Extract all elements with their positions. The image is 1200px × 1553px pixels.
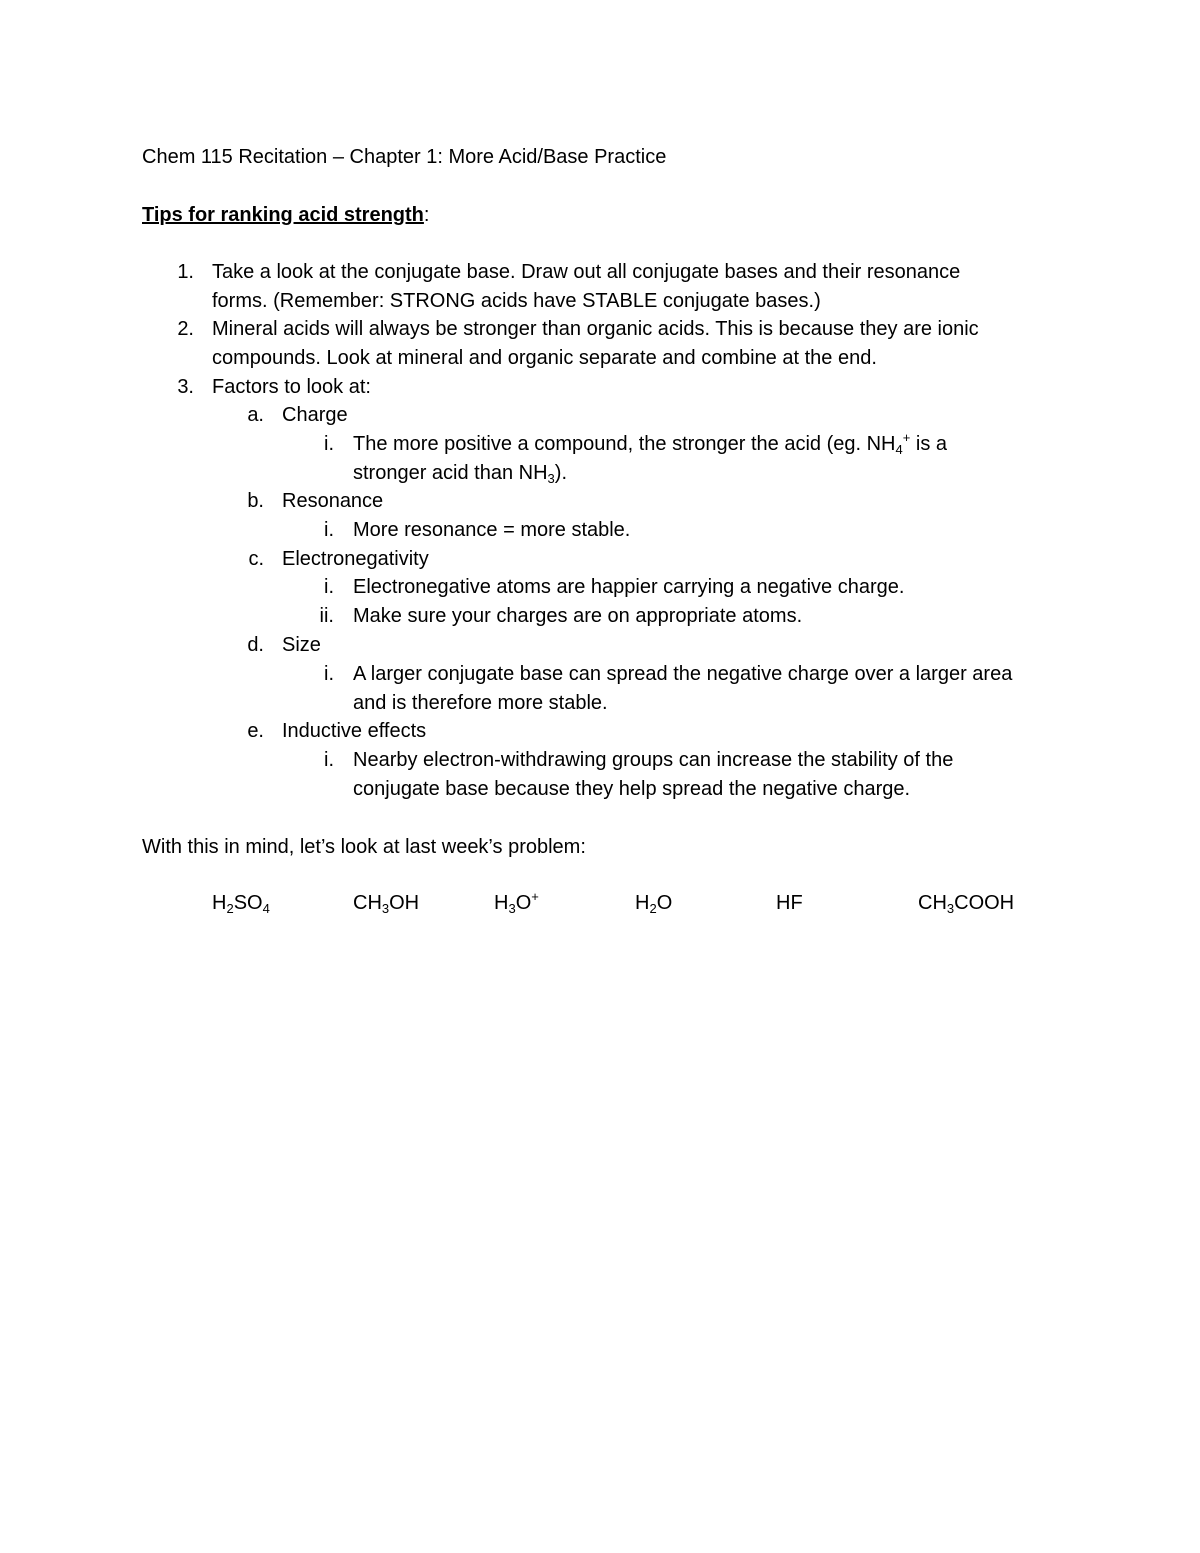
formula-text: O (515, 892, 532, 914)
factor-e-marker: e. (247, 720, 264, 742)
subscript: 4 (262, 901, 270, 916)
factor-d-marker: d. (247, 634, 264, 656)
item-3-line-1: Factors to look at: (212, 376, 371, 398)
factor-d-point-1-line-2: and is therefore more stable. (353, 692, 608, 714)
factor-e-point-1-line-2: conjugate base because they help spread the negative charge. (353, 778, 911, 800)
tips-heading-text: Tips for ranking acid strength (142, 204, 424, 226)
item-3-marker: 3. (177, 376, 194, 398)
factor-e-label: Inductive effects (282, 720, 427, 742)
tips-heading (142, 201, 429, 229)
text-run: stronger acid than NH (353, 462, 548, 484)
factor-c-point-2-marker: ii. (319, 605, 334, 627)
factor-b-marker: b. (247, 490, 264, 512)
factor-d-point-1-line-1: A larger conjugate base can spread the negative charge over a larger area (353, 663, 1013, 685)
subscript: 3 (946, 901, 955, 916)
subscript: 2 (649, 901, 657, 916)
factor-a-point-1-line-2 (353, 459, 567, 487)
superscript: + (531, 889, 539, 904)
item-1-line-1: Take a look at the conjugate base. Draw out all conjugate bases and their resonance (212, 261, 961, 283)
subscript: 2 (226, 901, 234, 916)
factor-e-point-1-line-1: Nearby electron-withdrawing groups can increase the stability of the (353, 749, 954, 771)
item-2-marker: 2. (177, 318, 194, 340)
item-1-line-2: forms. (Remember: STRONG acids have STABLE conjugate bases.) (212, 290, 821, 312)
factor-c-marker: c. (248, 548, 264, 570)
formula-text: H (212, 892, 227, 914)
factor-c-point-1-marker: i. (324, 576, 334, 598)
compound-2 (353, 889, 419, 917)
subscript: 3 (547, 471, 555, 486)
factor-a-point-1-line-1 (353, 430, 947, 458)
compound-3 (494, 889, 539, 917)
compound-6 (918, 889, 1014, 917)
factor-d-label: Size (282, 634, 321, 656)
factor-c-point-2-line-1: Make sure your charges are on appropriate atoms. (353, 605, 803, 627)
formula-text: H (635, 892, 650, 914)
intro-text: With this in mind, let’s look at last week’s problem: (142, 836, 586, 858)
document-title: Chem 115 Recitation – Chapter 1: More Acid/Base Practice (142, 146, 667, 168)
formula-text: O (656, 892, 673, 914)
factor-e-point-1-marker: i. (324, 749, 334, 771)
compound-4 (635, 889, 672, 917)
text-run: is a (910, 433, 948, 455)
subscript: 4 (895, 442, 903, 457)
formula-text: CH (918, 892, 947, 914)
factor-b-point-1-marker: i. (324, 519, 334, 541)
subscript: 3 (381, 901, 390, 916)
factor-a-marker: a. (247, 404, 264, 426)
item-1-marker: 1. (177, 261, 194, 283)
factor-c-point-1-line-1: Electronegative atoms are happier carrying a negative charge. (353, 576, 905, 598)
tips-heading-colon: : (423, 204, 430, 226)
text-run: ). (554, 462, 567, 484)
formula-text: HF (776, 892, 803, 914)
formula-text: COOH (954, 892, 1015, 914)
subscript: 3 (508, 901, 516, 916)
formula-text: OH (389, 892, 420, 914)
compound-5 (776, 889, 803, 917)
factor-d-point-1-marker: i. (324, 663, 334, 685)
factor-a-point-1-marker: i. (324, 433, 334, 455)
superscript: + (902, 430, 911, 445)
item-2-line-2: compounds. Look at mineral and organic separate and combine at the end. (212, 347, 877, 369)
text-run: The more positive a compound, the stronger the acid (eg. NH (353, 433, 896, 455)
item-2-line-1: Mineral acids will always be stronger than organic acids. This is because they are ionic (212, 318, 979, 340)
formula-text: H (494, 892, 509, 914)
factor-c-label: Electronegativity (282, 548, 429, 570)
factor-a-label: Charge (282, 404, 348, 426)
compound-1 (212, 889, 270, 917)
factor-b-point-1-line-1: More resonance = more stable. (353, 519, 631, 541)
factor-b-label: Resonance (282, 490, 384, 512)
formula-text: SO (233, 892, 263, 914)
formula-text: CH (353, 892, 382, 914)
